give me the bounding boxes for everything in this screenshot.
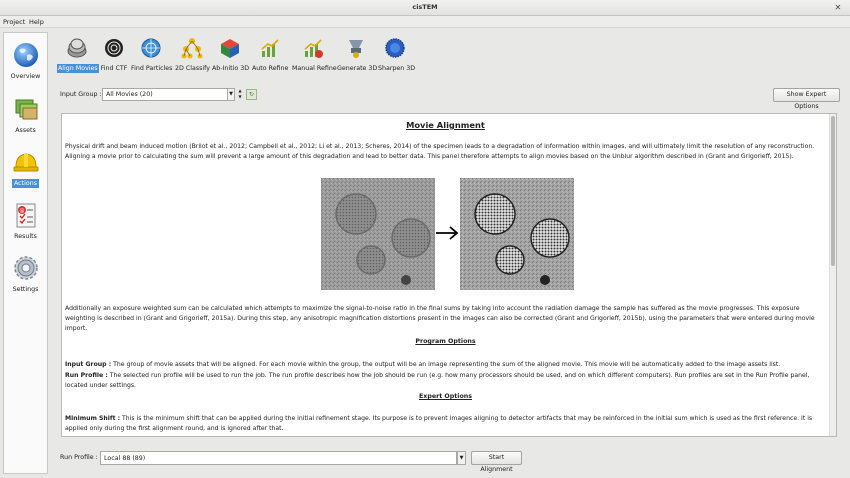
generate-3d-icon xyxy=(345,37,367,59)
info-title: Movie Alignment xyxy=(406,120,485,130)
sidebar-item-label: Settings xyxy=(12,286,39,293)
title-bar xyxy=(0,0,850,16)
tab-find-particles[interactable] xyxy=(130,37,172,73)
scrollbar-thumb[interactable] xyxy=(831,116,835,266)
input-group-row xyxy=(60,88,840,110)
menu-project[interactable]: Project xyxy=(3,18,26,26)
globe-icon xyxy=(12,41,40,69)
run-profile-row xyxy=(60,451,840,473)
minimum-shift-description xyxy=(65,414,827,434)
info-panel xyxy=(61,113,837,437)
minimum-shift-desc: This is the minimum shift that can be applied during the initial refinement stage. Its purpose is to prevent images aligning to detector artifacts that may be reinforced in the initial sum which is used as the first reference. It is applied only during the first alignment round, and is ignored after that. xyxy=(65,415,813,432)
run-profile-desc: The selected run profile will be used to run the job. The run profile describes how the job should be run (e.g. how many processors should be used, and on which different computers). Run profiles are set in the Run Profile panel, located under settings. xyxy=(65,372,810,389)
toolbar-item-label: Find Particles xyxy=(131,65,173,72)
sidebar-item-label: Results xyxy=(14,233,37,240)
exposure-paragraph: Additionally an exposure weighted sum can be calculated which attempts to maximize the signal-to-noise ratio in the final sums by taking into account the radiation damage the sample has suffered as the movie progresses. This exposure weighting is described in (Grant and Grigorieff, 2015a). During this step, any anisotropic magnification distortions present in the images can also be corrected (Grant and Grigorieff, 2015b), using the parameters that were entered during movie import. xyxy=(65,305,815,332)
info-scrollbar[interactable] xyxy=(829,114,836,436)
sidebar-item-settings[interactable] xyxy=(4,254,47,294)
chevron-down-icon[interactable]: ▼ xyxy=(457,451,466,465)
checklist-icon xyxy=(12,201,40,229)
tab-2d-classify[interactable] xyxy=(174,37,209,73)
sidebar xyxy=(3,32,48,474)
toolbar-item-label: Ab-Initio 3D xyxy=(212,65,250,72)
toolbar-item-label: Find CTF xyxy=(100,65,128,72)
tab-align-movies[interactable] xyxy=(57,37,97,73)
unaligned-micrograph-image xyxy=(321,178,435,290)
align-movies-icon xyxy=(66,37,88,59)
action-toolbar xyxy=(57,37,837,77)
hardhat-icon xyxy=(12,148,40,176)
run-profile-combo[interactable]: Local 88 (89) xyxy=(100,451,457,465)
gear-icon xyxy=(12,254,40,282)
toolbar-item-label: Align Movies xyxy=(58,65,98,72)
sidebar-item-results[interactable] xyxy=(4,201,47,241)
toolbar-item-label: 2D Classify xyxy=(175,65,211,72)
sidebar-item-assets[interactable] xyxy=(4,95,47,135)
sidebar-item-label: Assets xyxy=(15,127,36,134)
window-title: cisTEM xyxy=(412,3,438,11)
minimum-shift-term: Minimum Shift : xyxy=(65,415,121,422)
svg-text:@: @ xyxy=(19,208,24,214)
assets-icon xyxy=(12,95,40,123)
input-group-desc: The group of movie assets that will be aligned. For each movie within the group, the output will be an image representing the sum of the aligned movie. This movie will be automatically added to the image assets list. xyxy=(111,361,781,368)
run-profile-description xyxy=(65,371,827,391)
program-options-heading: Program Options xyxy=(415,338,476,345)
start-alignment-button[interactable]: Start Alignment xyxy=(471,451,522,465)
auto-refine-icon xyxy=(259,37,281,59)
input-group-combo[interactable]: All Movies (20) xyxy=(102,88,228,101)
menu-help[interactable]: Help xyxy=(29,18,44,26)
tab-manual-refine[interactable] xyxy=(291,37,337,73)
toolbar-item-label: Sharpen 3D xyxy=(378,65,416,72)
input-group-term: Input Group : xyxy=(65,361,112,368)
aligned-micrograph-image xyxy=(460,178,574,290)
ab-initio-icon xyxy=(219,37,241,59)
tab-generate-3d[interactable] xyxy=(336,37,378,73)
expert-options-heading: Expert Options xyxy=(418,393,473,400)
sidebar-item-actions[interactable] xyxy=(4,148,47,188)
toolbar-item-label: Auto Refine xyxy=(252,65,289,72)
toolbar-item-label: Generate 3D xyxy=(337,65,378,72)
spin-arrows-icon[interactable]: ▲ ▼ xyxy=(238,88,242,99)
tab-sharpen-3d[interactable] xyxy=(377,37,416,73)
refresh-icon[interactable]: ↻ xyxy=(246,89,257,100)
right-arrow-icon xyxy=(435,224,460,242)
sidebar-item-label: Actions xyxy=(13,180,37,187)
menu-bar xyxy=(0,16,850,28)
input-group-description xyxy=(65,360,827,370)
chevron-down-icon[interactable]: ▼ xyxy=(227,88,235,101)
intro-paragraph: Physical drift and beam induced motion (Brilot et al., 2012; Campbell et al., 2012; Li et al., 2013; Scheres, 2014) of the specimen leads to a degradation of information within images, and will ultimately limit the resolution of any reconstruction. Aligning a movie prior to calculating the sum will prevent a large amount of this degradation and lead to better data. This panel therefore attempts to align movies based on the Unblur algorithm described in (Grant and Grigorieff, 2015). xyxy=(65,143,815,160)
classify-2d-icon xyxy=(181,37,203,59)
run-profile-term: Run Profile : xyxy=(65,372,108,379)
input-group-label: Input Group : xyxy=(60,91,102,98)
tab-auto-refine[interactable] xyxy=(251,37,288,73)
run-profile-label: Run Profile : xyxy=(60,454,98,461)
sidebar-item-overview[interactable] xyxy=(4,41,47,81)
sidebar-item-label: Overview xyxy=(10,73,41,80)
find-particles-icon xyxy=(140,37,162,59)
find-ctf-icon xyxy=(103,37,125,59)
close-icon[interactable]: ✕ xyxy=(834,3,842,12)
tab-find-ctf[interactable] xyxy=(99,37,129,73)
show-expert-options-button[interactable]: Show Expert Options xyxy=(773,88,840,102)
toolbar-item-label: Manual Refine xyxy=(292,65,337,72)
sharpen-3d-icon xyxy=(384,37,406,59)
tab-ab-initio-3d[interactable] xyxy=(211,37,248,73)
manual-refine-icon xyxy=(302,37,324,59)
